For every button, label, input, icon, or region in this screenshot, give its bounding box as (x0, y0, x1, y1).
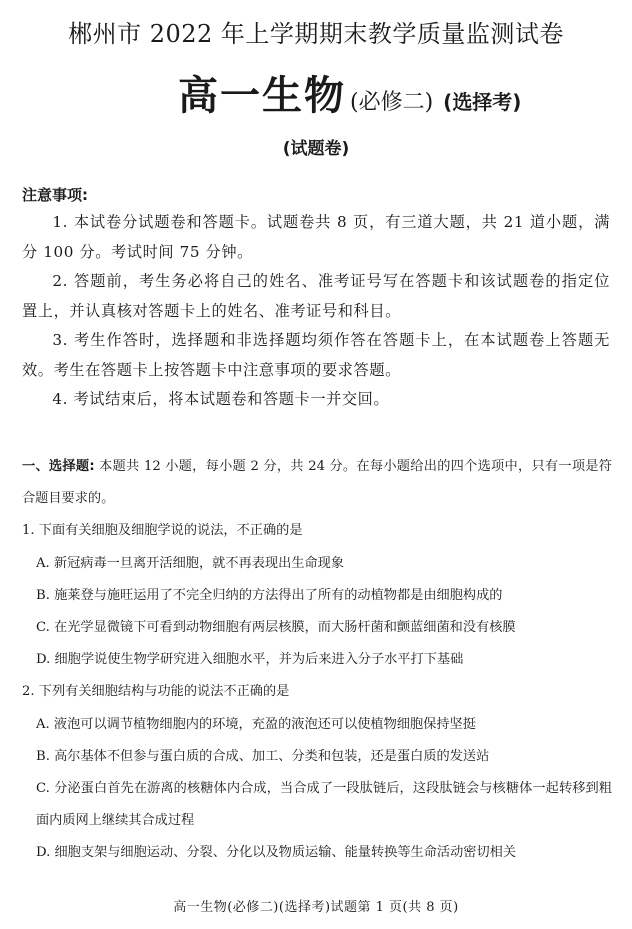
question-option: C. 在光学显微镜下可看到动物细胞有两层核膜，而大肠杆菌和颤蓝细菌和没有核膜 (36, 620, 516, 636)
question-option: B. 高尔基体不但参与蛋白质的合成、加工、分类和包装，还是蛋白质的发送站 (36, 748, 490, 764)
notice-list (22, 208, 610, 415)
question-option: A. 新冠病毒一旦离开活细胞，就不再表现出生命现象 (36, 555, 345, 571)
question-option: D. 细胞支架与细胞运动、分裂、分化以及物质运输、能量转换等生命活动密切相关 (36, 845, 517, 861)
notice-item: 2. 答题前，考生务必将自己的姓名、准考证号写在答题卡和该试题卷的指定位置上，并认真核对答题卡上的姓名、准考证号和科目。 (22, 272, 610, 320)
question-option: C. 分泌蛋白首先在游离的核糖体内合成，当合成了一段肽链后，这段肽链会与核糖体一起转移到粗面内质网上继续其合成过程 (36, 781, 612, 829)
notice-item: 4. 考试结束后，将本试题卷和答题卡一并交回。 (52, 390, 390, 408)
question-section (22, 451, 612, 870)
exam-title: 郴州市 2022 年上学期期末教学质量监测试卷 (68, 20, 564, 48)
question-stem: 2. 下列有关细胞结构与功能的说法不正确的是 (22, 684, 290, 700)
module-label: (必修二) (350, 90, 434, 115)
paper-name: (试题卷) (282, 139, 350, 159)
subject-title: 高一生物 (178, 73, 346, 119)
exam-type-label: (选择考) (443, 90, 522, 114)
section-description: 本题共 12 小题，每小题 2 分，共 24 分。在每小题给出的四个选项中，只有一项是符合题目要求的。 (22, 459, 612, 507)
page-footer: 高一生物(必修二)(选择考)试题第 1 页(共 8 页) (173, 900, 459, 915)
question-option: B. 施莱登与施旺运用了不完全归纳的方法得出了所有的动植物都是由细胞构成的 (36, 587, 503, 603)
question-option: D. 细胞学说使生物学研究进入细胞水平，并为后来进入分子水平打下基础 (36, 652, 464, 668)
question-stem: 1. 下面有关细胞及细胞学说的说法，不正确的是 (22, 523, 303, 539)
question-option: A. 液泡可以调节植物细胞内的环境，充盈的液泡还可以使植物细胞保持坚挺 (36, 716, 476, 732)
notice-item: 1. 本试卷分试题卷和答题卡。试题卷共 8 页，有三道大题，共 21 道小题，满分 100 分。考试时间 75 分钟。 (22, 213, 610, 261)
notice-item: 3. 考生作答时，选择题和非选择题均须作答在答题卡上，在本试题卷上答题无效。考生在答题卡上按答题卡中注意事项的要求答题。 (22, 331, 610, 379)
subject-title-row (178, 64, 521, 121)
section-title: 一、选择题: (22, 459, 95, 474)
notice-heading: 注意事项: (22, 186, 88, 204)
section-intro (22, 451, 612, 515)
